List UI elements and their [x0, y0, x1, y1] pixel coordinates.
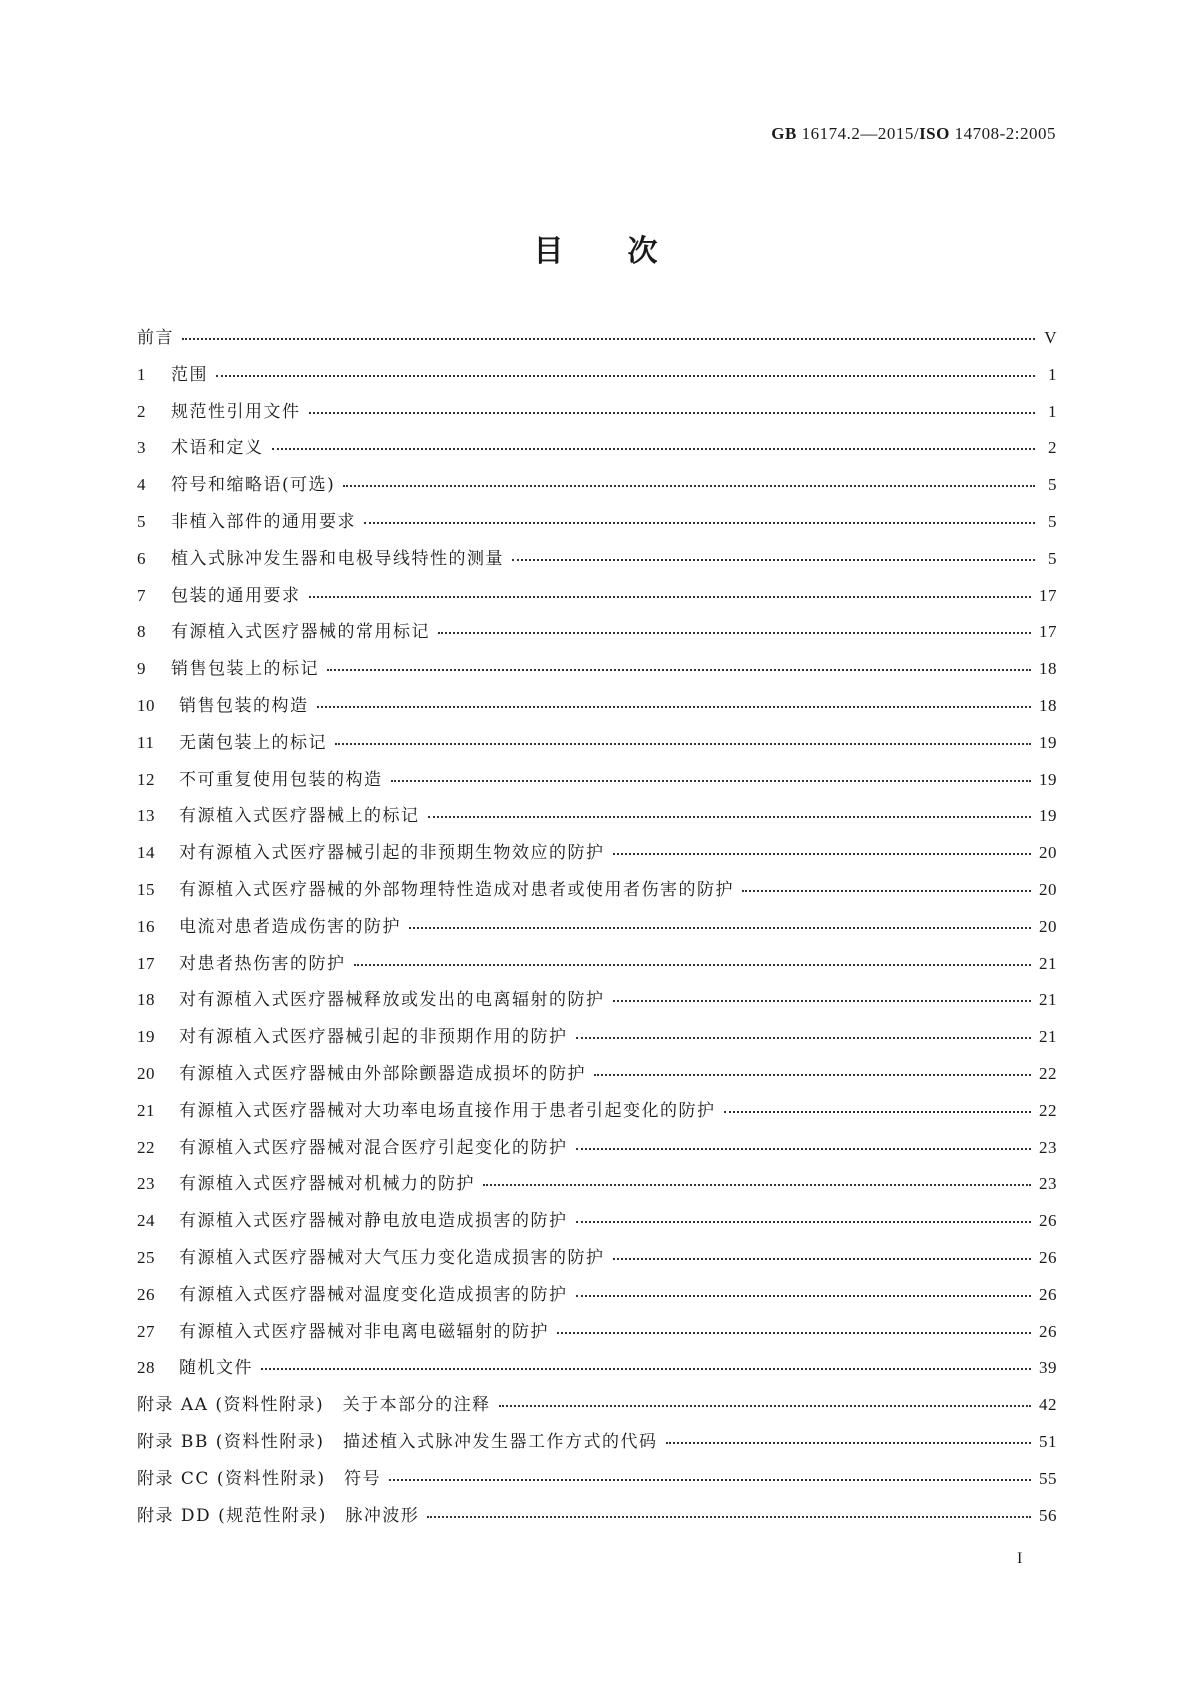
- toc-entry-number: 20: [137, 1063, 155, 1083]
- toc-entry-number: 26: [137, 1284, 155, 1304]
- toc-entry-page: 21: [1039, 1027, 1057, 1047]
- dot-leader: [666, 1442, 1031, 1444]
- toc-entry-title: 有源植入式医疗器械对混合医疗引起变化的防护: [179, 1137, 568, 1158]
- iso-rest: 14708-2:2005: [949, 124, 1056, 143]
- toc-entry[interactable]: [137, 360, 1057, 397]
- toc-entry-title: 无菌包装上的标记: [179, 732, 327, 753]
- dot-leader: [364, 522, 1035, 524]
- toc-entry[interactable]: [137, 1353, 1057, 1390]
- toc-entry-page: 17: [1039, 585, 1057, 605]
- toc-entry-title: 范围: [171, 364, 208, 385]
- toc-entry[interactable]: [137, 1133, 1057, 1170]
- iso-prefix: ISO: [919, 124, 950, 143]
- toc-entry-page: 1: [1048, 364, 1057, 384]
- toc-entry[interactable]: [137, 765, 1057, 802]
- dot-leader: [391, 780, 1032, 782]
- toc-entry-page: 42: [1039, 1395, 1057, 1415]
- toc-entry-title: 有源植入式医疗器械对机械力的防护: [179, 1174, 475, 1195]
- dot-leader: [343, 485, 1035, 487]
- dot-leader: [576, 1221, 1032, 1223]
- toc-entry-title: 对有源植入式医疗器械引起的非预期作用的防护: [179, 1027, 568, 1048]
- toc-entry-number: 3: [137, 438, 146, 458]
- toc-entry[interactable]: [137, 691, 1057, 728]
- toc-entry-title: 有源植入式医疗器械对大气压力变化造成损害的防护: [179, 1247, 605, 1268]
- toc-entry-page: 19: [1039, 769, 1057, 789]
- dot-leader: [309, 596, 1032, 598]
- toc-entry[interactable]: [137, 581, 1057, 618]
- toc-entry-number: 14: [137, 843, 155, 863]
- toc-entry-title: 有源植入式医疗器械对非电离电磁辐射的防护: [179, 1321, 549, 1342]
- dot-leader: [216, 375, 1035, 377]
- toc-entry-title: 销售包装上的标记: [171, 659, 319, 680]
- toc-entry-page: 19: [1039, 732, 1057, 752]
- toc-entry-number: 11: [137, 732, 155, 752]
- toc-entry-page: 5: [1048, 548, 1057, 568]
- toc-entry-page: 26: [1039, 1211, 1057, 1231]
- toc-entry-number: 19: [137, 1027, 155, 1047]
- dot-leader: [182, 338, 1035, 340]
- toc-entry-title: 包装的通用要求: [171, 585, 301, 606]
- toc-entry[interactable]: [137, 1022, 1057, 1059]
- dot-leader: [512, 559, 1035, 561]
- dot-leader: [354, 964, 1032, 966]
- dot-leader: [613, 853, 1032, 855]
- dot-leader: [317, 706, 1032, 708]
- toc-entry[interactable]: [137, 801, 1057, 838]
- toc-entry-title: 随机文件: [179, 1358, 253, 1379]
- dot-leader: [335, 743, 1031, 745]
- toc-entry-page: 18: [1039, 695, 1057, 715]
- toc-entry-number: 12: [137, 769, 155, 789]
- toc-entry[interactable]: [137, 875, 1057, 912]
- toc-entry-number: 9: [137, 659, 146, 679]
- toc-entry-title: 附录 AA (资料性附录) 关于本部分的注释: [137, 1395, 491, 1416]
- toc-entry-number: 2: [137, 401, 146, 421]
- toc-entry-number: 1: [137, 364, 146, 384]
- toc-entry[interactable]: [137, 1169, 1057, 1206]
- toc-entry-title: 非植入部件的通用要求: [171, 511, 356, 532]
- toc-entry-title: 有源植入式医疗器械的外部物理特性造成对患者或使用者伤害的防护: [179, 879, 734, 900]
- dot-leader: [261, 1368, 1031, 1370]
- toc-entry-number: 28: [137, 1358, 155, 1378]
- toc-entry-title: 不可重复使用包装的构造: [179, 769, 383, 790]
- toc-entry[interactable]: [137, 838, 1057, 875]
- toc-entry-number: 25: [137, 1247, 155, 1267]
- toc-entry-title: 有源植入式医疗器械对大功率电场直接作用于患者引起变化的防护: [179, 1100, 716, 1121]
- toc-entry-page: 23: [1039, 1174, 1057, 1194]
- toc-entry-title: 规范性引用文件: [171, 401, 301, 422]
- dot-leader: [724, 1111, 1032, 1113]
- toc-entry-number: 13: [137, 806, 155, 826]
- toc-entry-title: 电流对患者造成伤害的防护: [179, 916, 401, 937]
- toc-entry-page: 51: [1039, 1431, 1057, 1451]
- toc-entry-page: 18: [1039, 659, 1057, 679]
- toc-entry-number: 16: [137, 916, 155, 936]
- toc-entry-number: 7: [137, 585, 146, 605]
- page-title: 目次: [533, 234, 722, 269]
- dot-leader: [499, 1405, 1031, 1407]
- standard-rest: 16174.2—2015/: [796, 124, 920, 143]
- toc-entry-number: 21: [137, 1100, 155, 1120]
- toc-entry-page: 56: [1039, 1505, 1057, 1525]
- toc-entry-page: 22: [1039, 1063, 1057, 1083]
- toc-entry-number: 17: [137, 953, 155, 973]
- toc-entry[interactable]: [137, 654, 1057, 691]
- toc-entry-number: 15: [137, 879, 155, 899]
- toc-entry-page: 1: [1048, 401, 1057, 421]
- toc-entry-number: 24: [137, 1211, 155, 1231]
- toc-entry[interactable]: [137, 1317, 1057, 1354]
- dot-leader: [557, 1332, 1031, 1334]
- toc-entry-title: 有源植入式医疗器械上的标记: [179, 806, 420, 827]
- toc-entry-number: 10: [137, 695, 155, 715]
- toc-entry-page: 26: [1039, 1321, 1057, 1341]
- dot-leader: [309, 412, 1036, 414]
- toc-entry[interactable]: [137, 507, 1057, 544]
- toc-entry-page: 26: [1039, 1284, 1057, 1304]
- toc-entry-title: 有源植入式医疗器械对静电放电造成损害的防护: [179, 1211, 568, 1232]
- dot-leader: [742, 890, 1031, 892]
- toc-entry-page: 55: [1039, 1468, 1057, 1488]
- toc-entry-page: 2: [1048, 438, 1057, 458]
- dot-leader: [427, 1516, 1031, 1518]
- toc-entry[interactable]: [137, 544, 1057, 581]
- toc-entry-number: 23: [137, 1174, 155, 1194]
- toc-entry[interactable]: [137, 1427, 1057, 1464]
- toc-entry-title: 附录 CC (资料性附录) 符号: [137, 1468, 382, 1489]
- dot-leader: [389, 1479, 1031, 1481]
- toc-entry[interactable]: [137, 1206, 1057, 1243]
- toc-entry-page: 5: [1048, 511, 1057, 531]
- toc-entry[interactable]: [137, 1280, 1057, 1317]
- toc-entry[interactable]: [137, 470, 1057, 507]
- toc-entry-title: 有源植入式医疗器械的常用标记: [171, 622, 430, 643]
- toc-entry-number: 6: [137, 548, 146, 568]
- toc-entry-title: 术语和定义: [171, 438, 264, 459]
- dot-leader: [576, 1148, 1032, 1150]
- toc-entry-page: 21: [1039, 990, 1057, 1010]
- toc-entry-page: 22: [1039, 1100, 1057, 1120]
- toc-entry-title: 附录 BB (资料性附录) 描述植入式脉冲发生器工作方式的代码: [137, 1431, 658, 1452]
- page-number: I: [1017, 1550, 1023, 1567]
- toc-entry[interactable]: [137, 912, 1057, 949]
- toc-entry-number: 5: [137, 511, 146, 531]
- toc-entry-page: 19: [1039, 806, 1057, 826]
- dot-leader: [576, 1295, 1032, 1297]
- toc-entry-number: 18: [137, 990, 155, 1010]
- toc-entry[interactable]: [137, 949, 1057, 986]
- toc-entry-title: 附录 DD (规范性附录) 脉冲波形: [137, 1505, 420, 1526]
- dot-leader: [409, 927, 1031, 929]
- toc-entry[interactable]: [137, 617, 1057, 654]
- toc-entry-title: 符号和缩略语(可选): [171, 475, 336, 496]
- toc-entry-page: 39: [1039, 1358, 1057, 1378]
- toc-entry[interactable]: [137, 1096, 1057, 1133]
- dot-leader: [272, 448, 1036, 450]
- toc-entry[interactable]: [137, 1464, 1057, 1501]
- dot-leader: [613, 1000, 1032, 1002]
- toc-entry-page: 20: [1039, 916, 1057, 936]
- toc-entry-page: 26: [1039, 1247, 1057, 1267]
- toc-entry[interactable]: [137, 433, 1057, 470]
- standard-number: [771, 124, 1056, 144]
- toc-entry-page: 17: [1039, 622, 1057, 642]
- toc-entry-page: 23: [1039, 1137, 1057, 1157]
- dot-leader: [428, 816, 1032, 818]
- toc-entry-page: 21: [1039, 953, 1057, 973]
- toc-entry-page: V: [1044, 328, 1057, 347]
- toc-entry[interactable]: [137, 1059, 1057, 1096]
- dot-leader: [576, 1037, 1032, 1039]
- toc-entry[interactable]: [137, 323, 1057, 360]
- toc-entry-page: 5: [1048, 475, 1057, 495]
- dot-leader: [613, 1258, 1032, 1260]
- standard-prefix: GB: [771, 124, 797, 143]
- dot-leader: [438, 632, 1031, 634]
- toc-entry-page: 20: [1039, 843, 1057, 863]
- toc-entry-title: 前言: [137, 328, 174, 348]
- toc-entry-number: 27: [137, 1321, 155, 1341]
- table-of-contents: [137, 323, 1057, 1537]
- toc-entry[interactable]: [137, 1390, 1057, 1427]
- toc-entry-page: 20: [1039, 879, 1057, 899]
- toc-entry-number: 8: [137, 622, 146, 642]
- dot-leader: [594, 1074, 1031, 1076]
- toc-entry-title: 植入式脉冲发生器和电极导线特性的测量: [171, 548, 504, 569]
- toc-entry-title: 对患者热伤害的防护: [179, 953, 346, 974]
- dot-leader: [327, 669, 1031, 671]
- toc-entry-title: 销售包装的构造: [179, 695, 309, 716]
- toc-entry-title: 对有源植入式医疗器械释放或发出的电离辐射的防护: [179, 990, 605, 1011]
- toc-entry[interactable]: [137, 985, 1057, 1022]
- dot-leader: [483, 1184, 1031, 1186]
- toc-entry[interactable]: [137, 728, 1057, 765]
- toc-entry-title: 有源植入式医疗器械由外部除颤器造成损坏的防护: [179, 1063, 586, 1084]
- toc-entry[interactable]: [137, 397, 1057, 434]
- toc-entry-number: 22: [137, 1137, 155, 1157]
- toc-entry-title: 有源植入式医疗器械对温度变化造成损害的防护: [179, 1284, 568, 1305]
- toc-entry[interactable]: [137, 1501, 1057, 1538]
- toc-entry-number: 4: [137, 475, 146, 495]
- toc-entry[interactable]: [137, 1243, 1057, 1280]
- toc-entry-title: 对有源植入式医疗器械引起的非预期生物效应的防护: [179, 843, 605, 864]
